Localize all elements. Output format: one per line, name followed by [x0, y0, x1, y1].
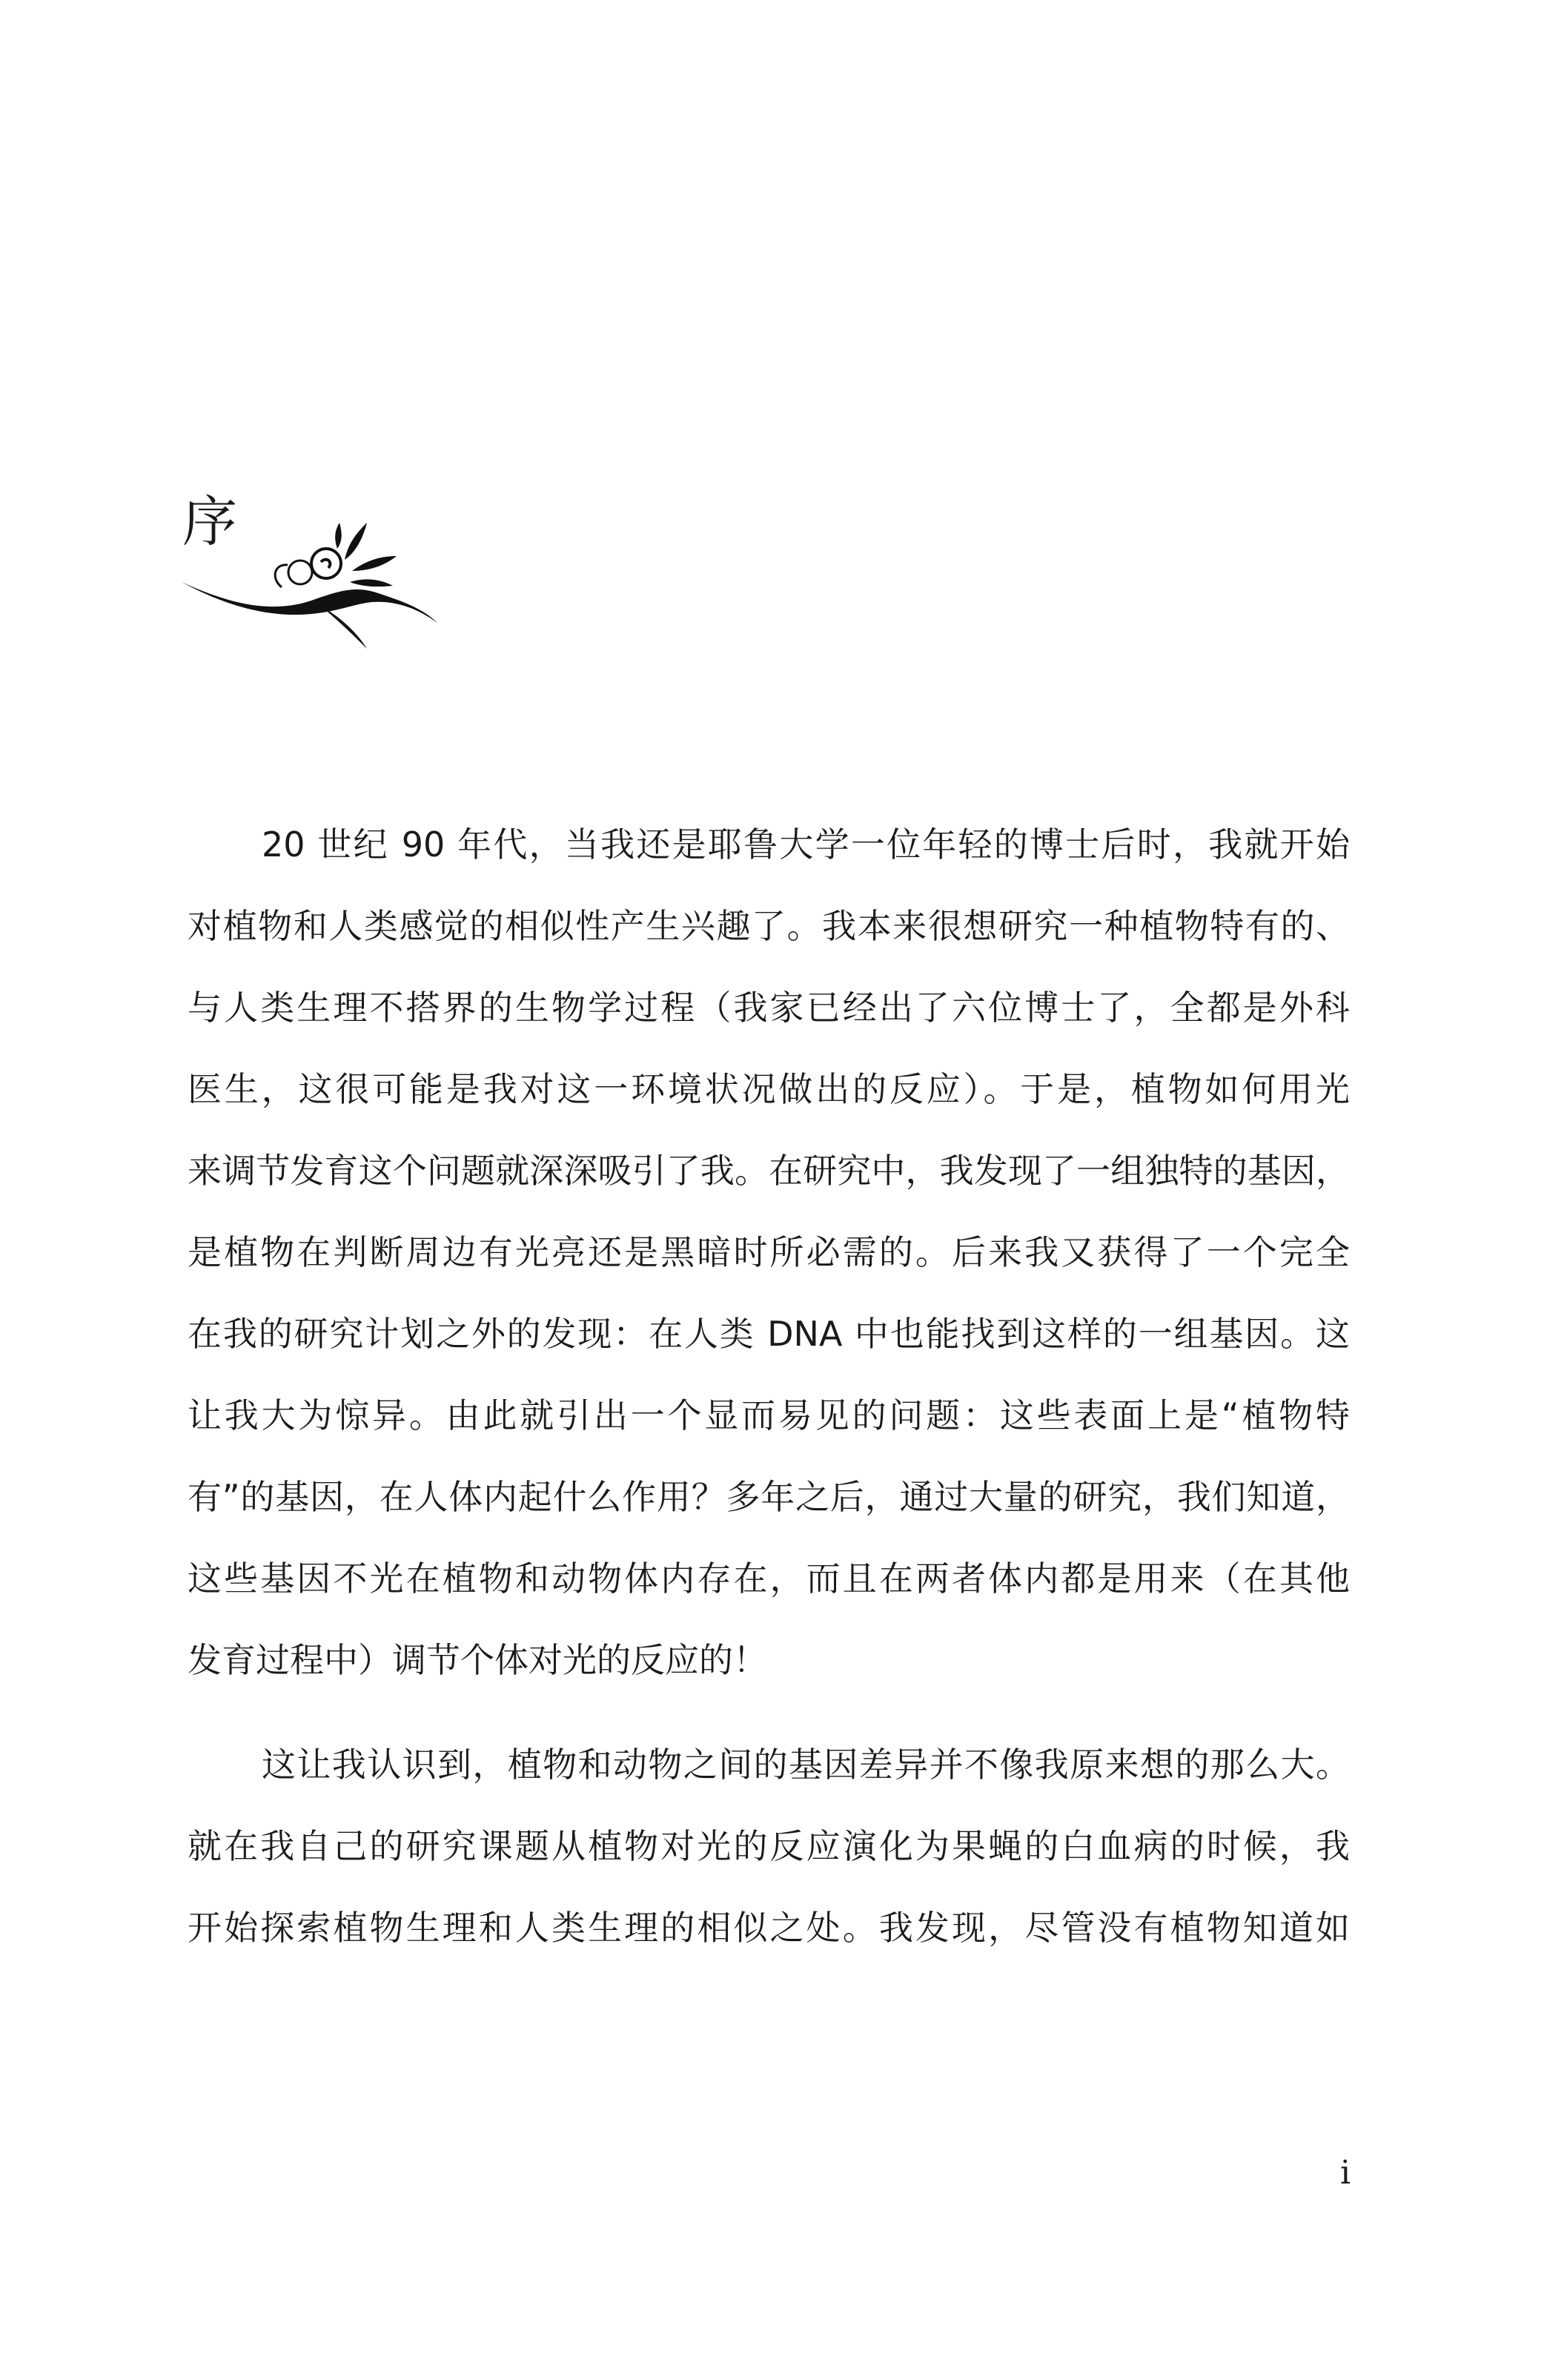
text-line: 有”的基因，在人体内起什么作用？多年之后，通过大量的研究，我们知道， [188, 1477, 1350, 1517]
text-line: 医生，这很可能是我对这一环境状况做出的反应）。于是，植物如何用光 [188, 1069, 1350, 1109]
text-line: 对植物和人类感觉的相似性产生兴趣了。我本来很想研究一种植物特有的、 [188, 906, 1350, 946]
text-line: 就在我自己的研究课题从植物对光的反应演化为果蝇的白血病的时候，我 [188, 1826, 1350, 1866]
text-line: 来调节发育这个问题就深深吸引了我。在研究中，我发现了一组独特的基因， [188, 1151, 1350, 1191]
text-line: 这些基因不光在植物和动物体内存在，而且在两者体内都是用来（在其他 [188, 1558, 1350, 1599]
text-line: 发育过程中）调节个体对光的反应的！ [188, 1640, 767, 1680]
text-line: 20 世纪 90 年代，当我还是耶鲁大学一位年轻的博士后时，我就开始 [262, 824, 1350, 865]
floral-flourish-icon [178, 519, 445, 652]
paragraph-2 [188, 1724, 1350, 1969]
text-line: 在我的研究计划之外的发现：在人类 DNA 中也能找到这样的一组基因。这 [188, 1314, 1350, 1354]
preface-heading: 序 [182, 490, 237, 554]
paragraph-1 [188, 804, 1350, 1701]
text-line: 这让我认识到，植物和动物之间的基因差异并不像我原来想的那么大。 [262, 1745, 1350, 1785]
text-line: 让我大为惊异。由此就引出一个显而易见的问题：这些表面上是“植物特 [188, 1395, 1350, 1435]
text-line: 开始探索植物生理和人类生理的相似之处。我发现，尽管没有植物知道如 [188, 1908, 1350, 1948]
text-line: 是植物在判断周边有光亮还是黑暗时所必需的。后来我又获得了一个完全 [188, 1232, 1350, 1272]
text-line: 与人类生理不搭界的生物学过程（我家已经出了六位博士了，全都是外科 [188, 988, 1350, 1028]
page-number: i [1340, 2154, 1351, 2192]
